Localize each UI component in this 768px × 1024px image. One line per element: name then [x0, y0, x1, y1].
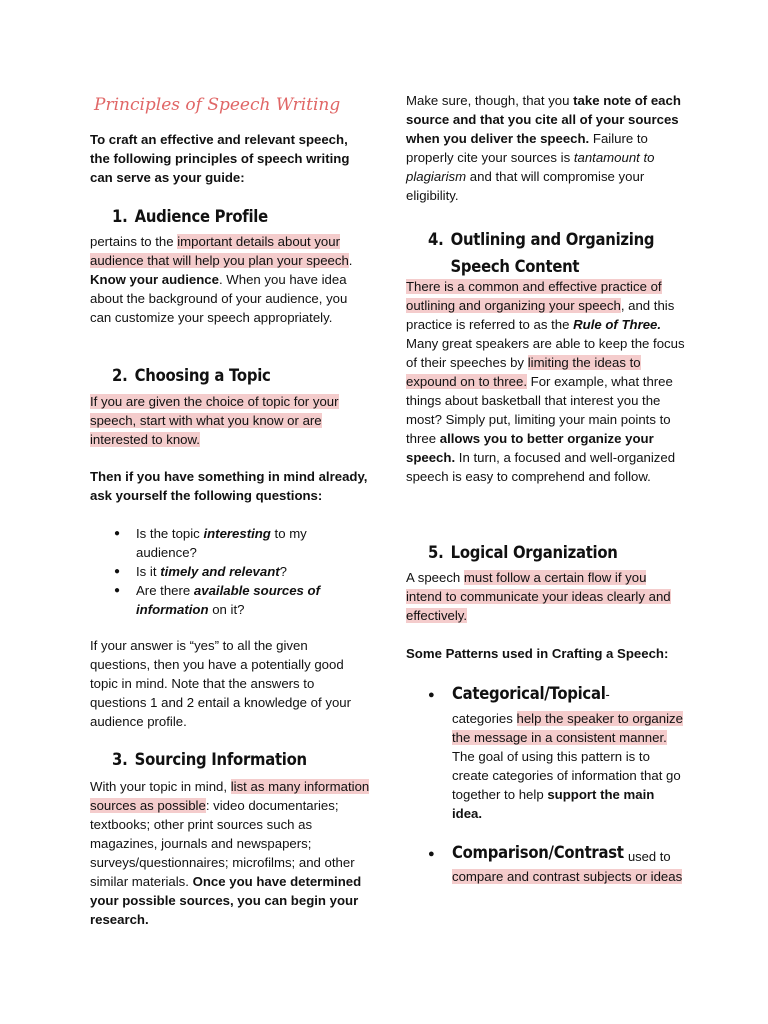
- intro-paragraph: To craft an effective and relevant speech, the following principles of speech writing can serve as your guide:: [90, 132, 350, 185]
- section-2-heading: 2. Choosing a Topic: [112, 366, 271, 385]
- section-4-body: There is a common and effective practice of outlining and organizing your speech, and this practice is referred to as the Rule of Three. Many great speakers are able to keep the focus of their speeches by limiting the ideas to expound on to three. For example, what three things about basketball that interest you the most? Simply put, limiting your main points to three allows you to better organize your speech. In turn, a focused and well-organized speech is easy to comprehend and follow.: [406, 279, 685, 484]
- bullet-icon: ●: [428, 848, 435, 860]
- list-item: ● Is the topic interesting to my audience?: [90, 524, 370, 562]
- section-2-conclusion: If your answer is “yes” to all the given questions, then you have a potentially good topic in mind. Note that the answers to questions 1 and 2 entail a knowledge of your audience profile.: [90, 638, 352, 729]
- section-5-body: A speech must follow a certain flow if you intend to communicate your ideas clearly and effectively.: [406, 570, 671, 623]
- question-list: [90, 524, 370, 619]
- citation-paragraph: Make sure, though, that you take note of each source and that you cite all of your sources when you deliver the speech. Failure to properly cite your sources is tantamount to plagiarism and that will compromise your eligibility.: [406, 93, 681, 203]
- section-2-questions-intro: Then if you have something in mind already, ask yourself the following questions:: [90, 469, 368, 503]
- section-3-heading: 3. Sourcing Information: [112, 750, 307, 769]
- section-1-body: pertains to the important details about your audience that will help you plan your speech. Know your audience. When you have idea about the background of your audience, you can customize your speech appropriately.: [90, 234, 353, 325]
- patterns-label: Some Patterns used in Crafting a Speech:: [406, 646, 669, 661]
- list-item: ● Are there available sources of information on it?: [90, 581, 370, 619]
- section-5-heading: 5. Logical Organization: [428, 543, 618, 562]
- list-item: ● Is it timely and relevant?: [90, 562, 370, 581]
- bullet-icon: ●: [428, 689, 435, 701]
- section-4-heading: 4. Outlining and Organizing Speech Content: [428, 230, 655, 276]
- section-3-body: With your topic in mind, list as many information sources as possible: video documentaries; textbooks; other print sources such as magazines, journals and newspapers; surveys/questionnaires; microfilms; and other similar materials. Once you have determined your possible sources, you can begin your research.: [90, 779, 370, 927]
- section-1-heading: 1. Audience Profile: [112, 207, 268, 226]
- page-title: Principles of Speech Writing: [94, 95, 341, 115]
- section-2-highlight: If you are given the choice of topic for your speech, start with what you know or are interested to know.: [90, 394, 339, 447]
